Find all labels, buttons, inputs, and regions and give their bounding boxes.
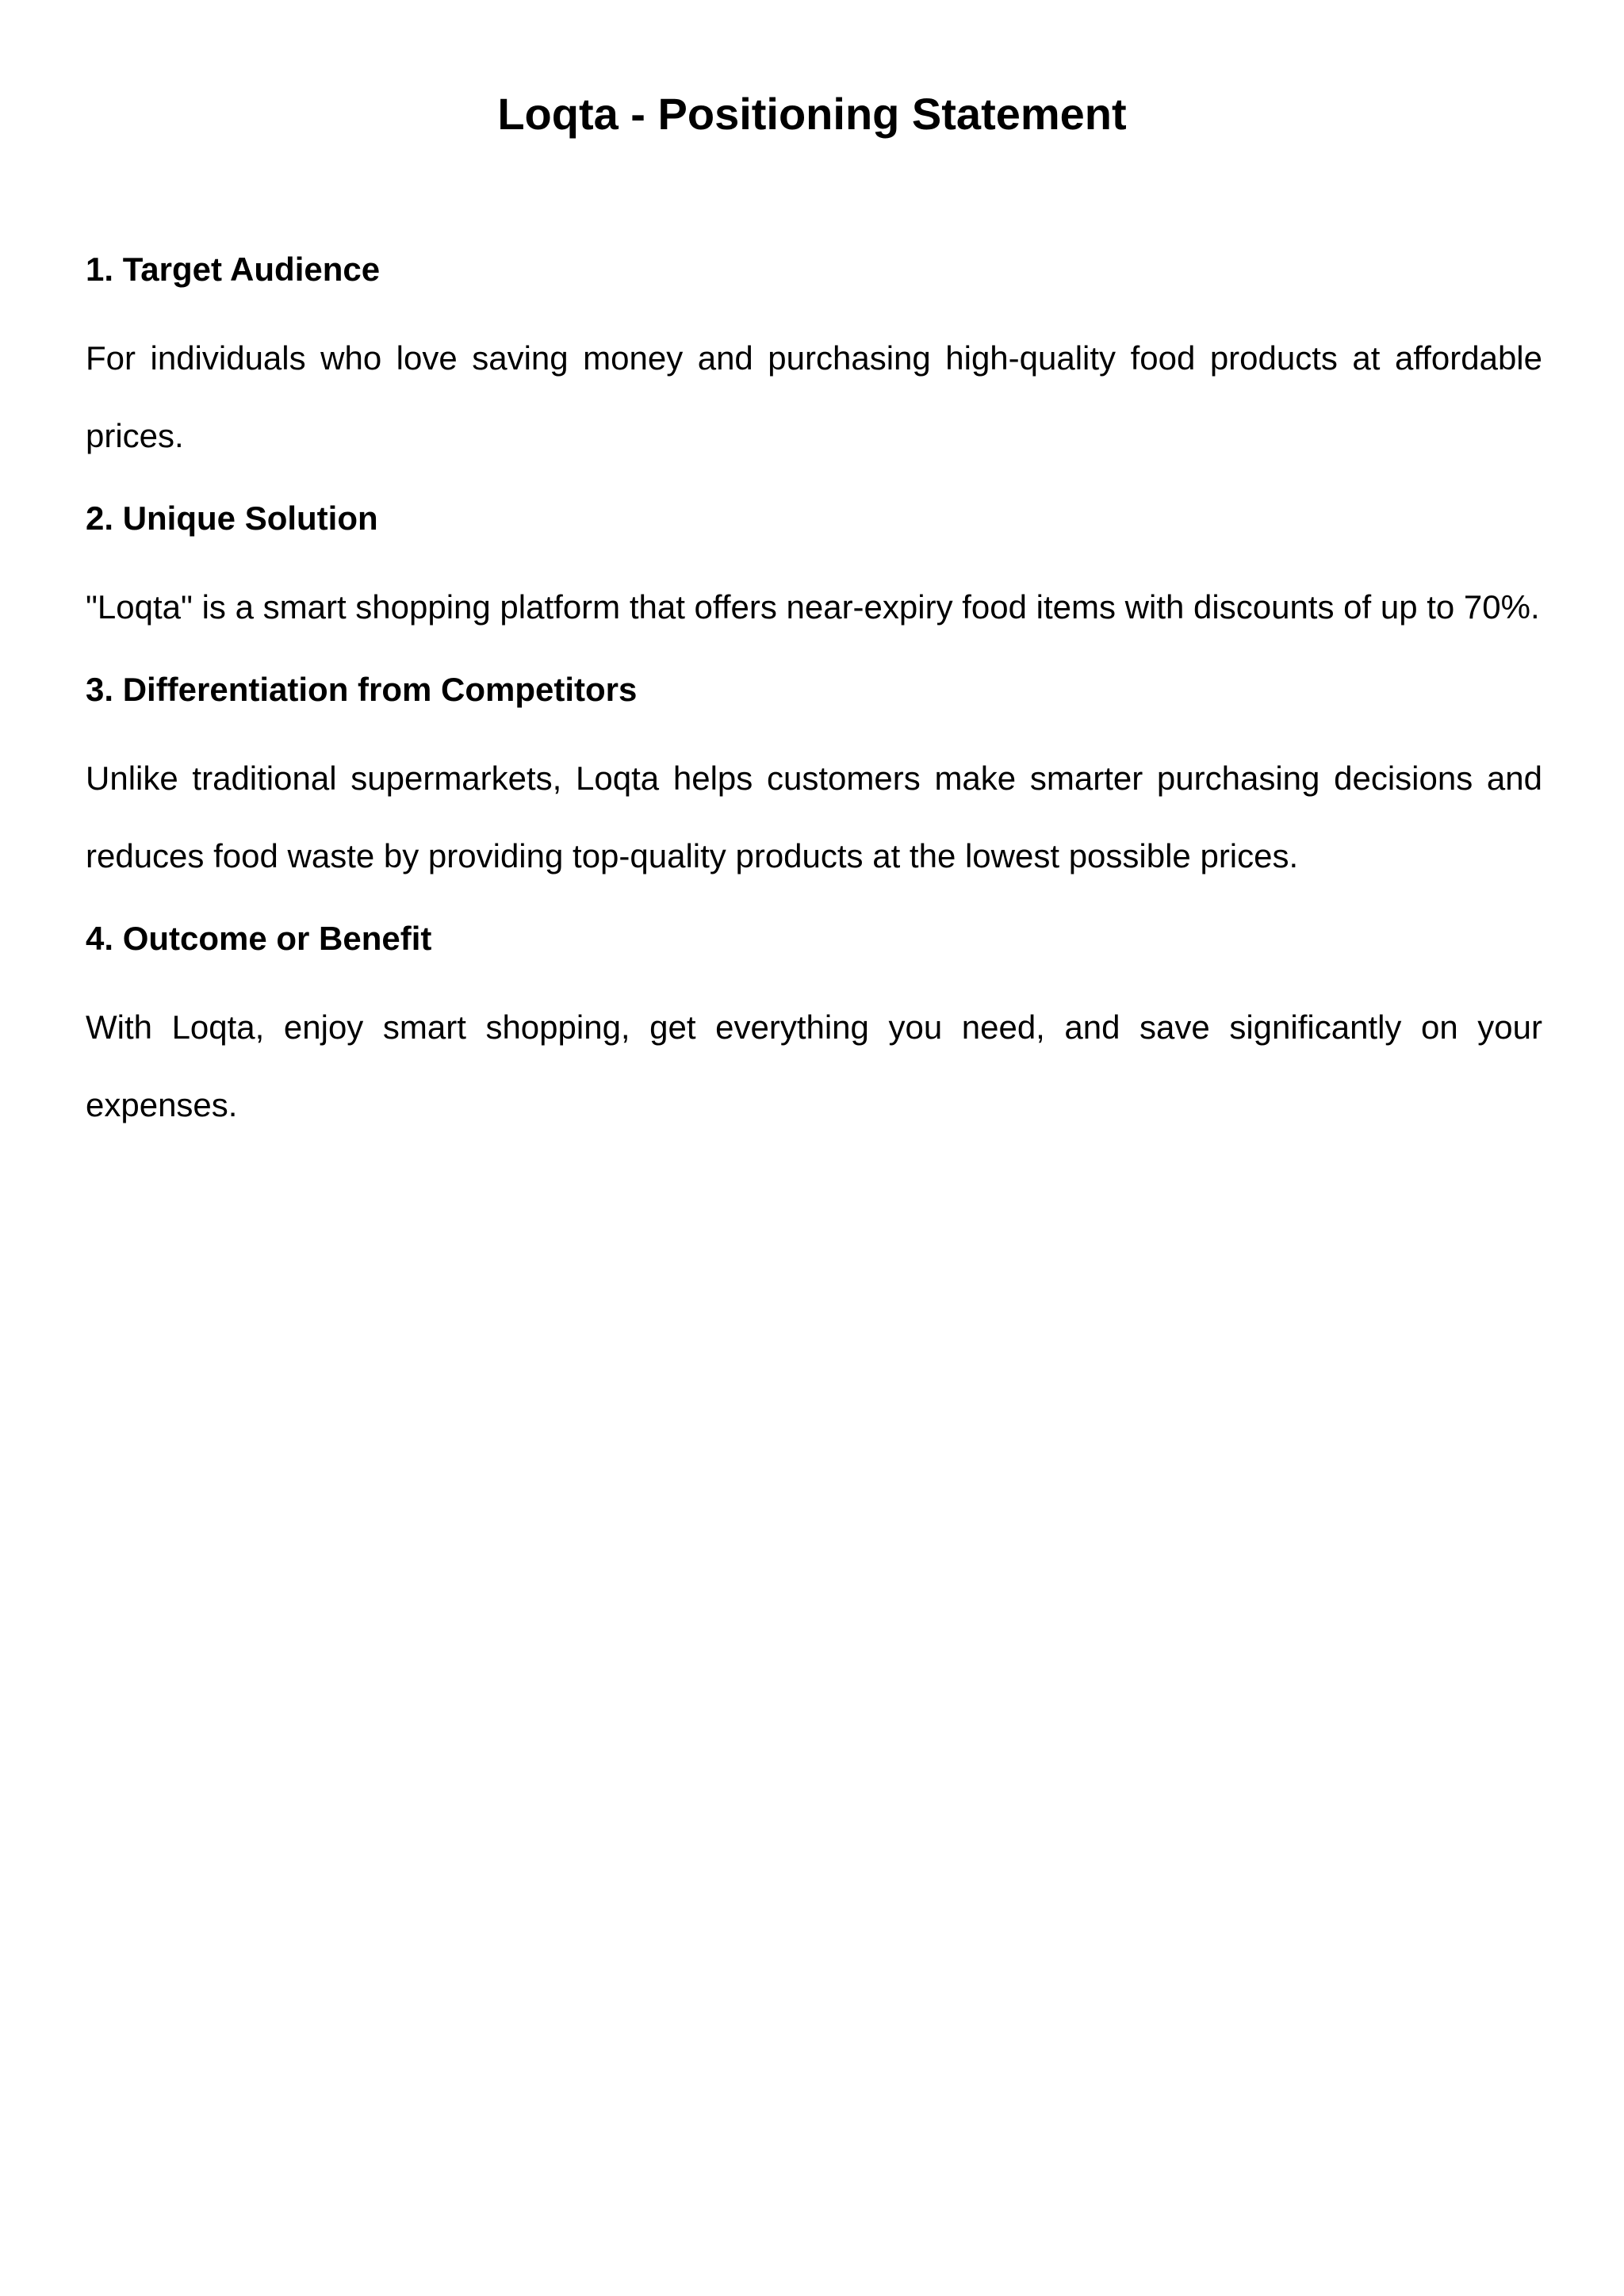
section-heading: 4. Outcome or Benefit: [86, 920, 432, 957]
document-content: [86, 242, 1542, 1144]
section-target-audience: [86, 242, 1542, 475]
section-body: For individuals who love saving money and purchasing high-quality food products at affordable prices.: [86, 339, 1542, 454]
section-heading: 2. Unique Solution: [86, 499, 378, 537]
section-heading: 3. Differentiation from Competitors: [86, 671, 638, 708]
document-title: Loqta - Positioning Statement: [497, 89, 1127, 139]
section-heading: 1. Target Audience: [86, 251, 381, 288]
section-outcome-benefit: [86, 911, 1542, 1144]
section-body: With Loqta, enjoy smart shopping, get everything you need, and save significantly on your expenses.: [86, 1008, 1542, 1123]
section-differentiation: [86, 662, 1542, 895]
section-body: Unlike traditional supermarkets, Loqta helps customers make smarter purchasing decisions and reduces food waste by providing top-quality products at the lowest possible prices.: [86, 760, 1542, 874]
section-unique-solution: [86, 491, 1542, 646]
section-body: "Loqta" is a smart shopping platform that offers near-expiry food items with discounts of up to 70%.: [86, 588, 1540, 626]
